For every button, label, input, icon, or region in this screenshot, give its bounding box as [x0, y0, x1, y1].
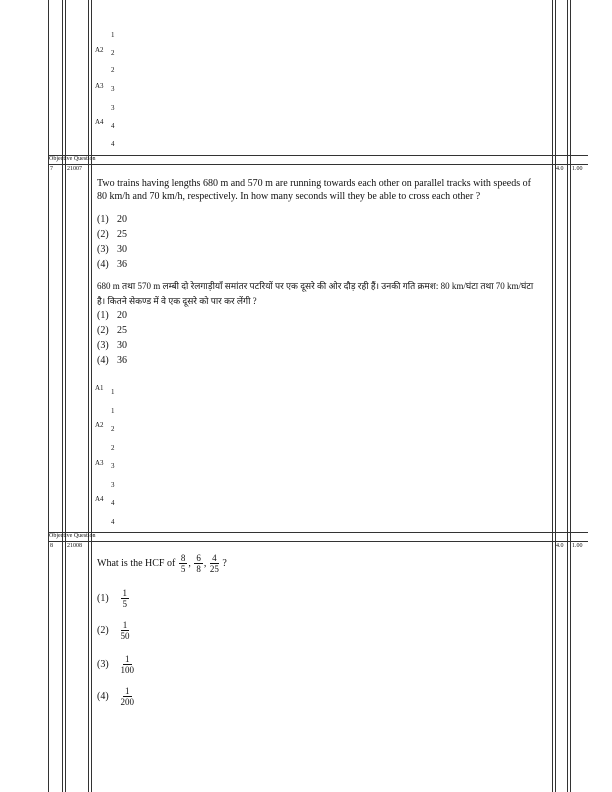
question-marks: 4.0 — [556, 543, 564, 549]
option-number: (3) — [97, 340, 109, 351]
answer-line: 4 — [111, 140, 115, 148]
option-en — [97, 259, 127, 270]
answer-value: 2 — [111, 425, 115, 433]
grid-line — [48, 0, 49, 792]
answer-value: 1 — [111, 388, 115, 396]
option-value: 25 — [117, 229, 127, 240]
option-fraction — [121, 620, 130, 641]
option-value: 25 — [117, 325, 127, 336]
fraction-numerator: 8 — [180, 553, 186, 563]
option — [97, 620, 131, 641]
option-value: 30 — [117, 244, 127, 255]
row-divider — [48, 532, 588, 533]
option-fraction — [121, 686, 135, 707]
question-negative-marks: 1.00 — [572, 543, 583, 549]
option-fraction — [121, 654, 135, 675]
grid-line — [62, 0, 63, 792]
option-value: 36 — [117, 355, 127, 366]
question-text: What is the HCF of $\frac{8}{5}$ , $\frac{6}{8}$ , $\frac{4}{25}$ ? — [97, 553, 227, 574]
answer-line: 1 — [111, 31, 115, 39]
fraction — [179, 553, 188, 574]
question-suffix: ? — [222, 557, 227, 569]
answer-tag: A1 — [95, 384, 104, 392]
fraction-numerator: 1 — [122, 620, 128, 630]
answer-tag: A2 — [95, 46, 104, 54]
option-en — [97, 214, 127, 225]
row-divider — [48, 164, 588, 165]
option-hi — [97, 325, 127, 336]
question-negative-marks: 1.00 — [572, 166, 583, 172]
option-hi — [97, 310, 127, 321]
fraction-denominator: 100 — [120, 665, 134, 675]
fraction-numerator: 4 — [212, 553, 217, 563]
option-number: (1) — [97, 214, 109, 225]
row-divider — [48, 155, 588, 156]
answer-value: 2 — [111, 49, 115, 57]
answer-value: 3 — [111, 85, 115, 93]
answer-tag: A4 — [95, 118, 104, 126]
section-label: Objective Question — [49, 533, 96, 539]
fraction-denominator: 200 — [120, 697, 134, 707]
answer-value: 4 — [111, 122, 115, 130]
answer-value: 3 — [111, 462, 115, 470]
question-sno: 8 — [50, 543, 53, 549]
option-en — [97, 244, 127, 255]
row-divider — [48, 541, 588, 542]
question-marks: 4.0 — [556, 166, 564, 172]
grid-line — [552, 0, 553, 792]
fraction-numerator: 1 — [125, 654, 130, 664]
fraction-denominator: 5 — [122, 599, 127, 609]
answer-value: 4 — [111, 499, 115, 507]
fraction-numerator: 6 — [196, 553, 201, 563]
fraction-denominator: 8 — [196, 564, 201, 574]
option-value: 20 — [117, 214, 127, 225]
grid-line — [65, 0, 66, 792]
answer-tag: A3 — [95, 459, 104, 467]
fraction — [210, 553, 219, 574]
fraction-numerator: 1 — [122, 588, 127, 598]
answer-tag: A2 — [95, 421, 104, 429]
option-number: (1) — [97, 592, 109, 604]
answer-line: 3 — [111, 104, 115, 112]
answer-tag: A3 — [95, 82, 104, 90]
grid-line — [91, 0, 92, 792]
option-number: (4) — [97, 355, 109, 366]
option-hi — [97, 355, 127, 366]
option-number: (2) — [97, 325, 109, 336]
option-number: (1) — [97, 310, 109, 321]
fraction-denominator: 5 — [180, 564, 186, 574]
option — [97, 588, 130, 609]
answer-tag: A4 — [95, 495, 104, 503]
fraction-numerator: 1 — [125, 686, 130, 696]
option-number: (3) — [97, 244, 109, 255]
option-hi — [97, 340, 127, 351]
option-value: 36 — [117, 259, 127, 270]
option-value: 30 — [117, 340, 127, 351]
grid-line — [555, 0, 556, 792]
answer-line: 2 — [111, 66, 115, 74]
question-text-english: Two trains having lengths 680 m and 570 m are running towards each other on parallel tracks with speeds of 80 km/h and 70 km/h, respectively. In how many seconds will they be able to cross each other ? — [97, 178, 531, 202]
option-fraction — [121, 588, 130, 609]
grid-line — [567, 0, 568, 792]
fraction-denominator: 50 — [120, 631, 130, 641]
question-id: 21008 — [67, 543, 82, 549]
section-label: Objective Question — [49, 156, 96, 162]
grid-line — [570, 0, 571, 792]
option-number: (2) — [97, 624, 109, 636]
option — [97, 654, 135, 675]
option-en — [97, 229, 127, 240]
question-text-hindi: 680 m तथा 570 m लम्बी दो रेलगाड़ीयाँ समांतर पटरियों पर एक दूसरे की ओर दौड़ रही हैं। उनकी गति क्रमश: 80 km/घंटा तथा 70 km/घंटा है। कितने सेकण्ड में वे एक दूसरे को पार कर लेंगी ? — [97, 281, 534, 306]
option-value: 20 — [117, 310, 127, 321]
answer-line: 4 — [111, 518, 115, 526]
option-number: (3) — [97, 658, 109, 670]
question-prefix: What is the HCF of — [97, 557, 176, 569]
option — [97, 686, 135, 707]
question-sno: 7 — [50, 166, 53, 172]
fraction-denominator: 25 — [209, 564, 219, 574]
answer-line: 3 — [111, 481, 115, 489]
answer-line: 1 — [111, 407, 115, 415]
grid-line — [88, 0, 89, 792]
option-number: (4) — [97, 690, 109, 702]
fraction — [194, 553, 203, 574]
answer-line: 2 — [111, 444, 115, 452]
option-number: (4) — [97, 259, 109, 270]
question-id: 21007 — [67, 166, 82, 172]
option-number: (2) — [97, 229, 109, 240]
